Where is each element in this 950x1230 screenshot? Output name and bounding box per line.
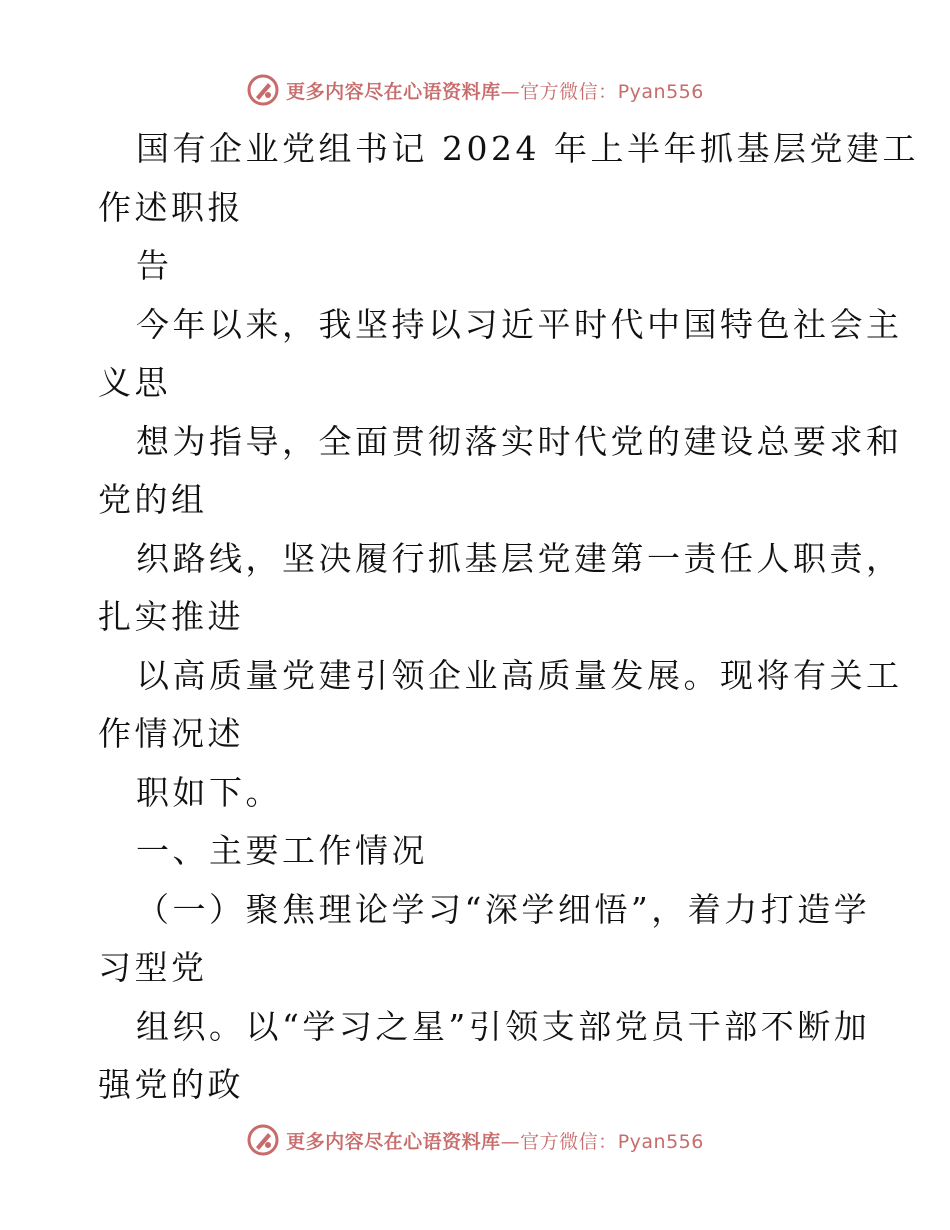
paragraph-line: 党的组	[98, 480, 208, 519]
footer-banner	[0, 1120, 950, 1160]
banner-text: 更多内容尽在心语资料库—官方微信：Pyan556	[286, 80, 704, 103]
paragraph-line: 想为指导，全面贯彻落实时代党的建设总要求和	[136, 421, 903, 461]
paragraph-line: 强党的政	[98, 1065, 244, 1104]
subsection-heading: 习型党	[98, 948, 208, 987]
paragraph-line: 作情况述	[98, 714, 244, 753]
banner-text: 更多内容尽在心语资料库—官方微信：Pyan556	[286, 1130, 704, 1153]
pen-nib-logo-icon	[246, 1123, 280, 1157]
paragraph-line: 职如下。	[136, 772, 282, 812]
document-title-line: 作述职报	[98, 187, 244, 227]
paragraph-line: 义思	[98, 363, 171, 402]
document-title-line: 国有企业党组书记 2024 年上半年抓基层党建工	[136, 129, 919, 168]
document-body	[98, 120, 919, 1115]
paragraph-line: 织路线，坚决履行抓基层党建第一责任人职责，	[136, 538, 903, 578]
paragraph-line: 组织。以“学习之星”引领支部党员干部不断加	[136, 1006, 871, 1046]
header-banner	[0, 70, 950, 110]
paragraph-line: 今年以来，我坚持以习近平时代中国特色社会主	[136, 304, 903, 344]
document-title-line: 告	[136, 246, 173, 285]
paragraph-line: 以高质量党建引领企业高质量发展。现将有关工	[136, 655, 903, 695]
pen-nib-logo-icon	[246, 73, 280, 107]
section-heading: 一、主要工作情况	[136, 831, 428, 870]
paragraph-line: 扎实推进	[98, 597, 244, 636]
subsection-heading: （一）聚焦理论学习“深学细悟”，着力打造学	[136, 889, 871, 929]
